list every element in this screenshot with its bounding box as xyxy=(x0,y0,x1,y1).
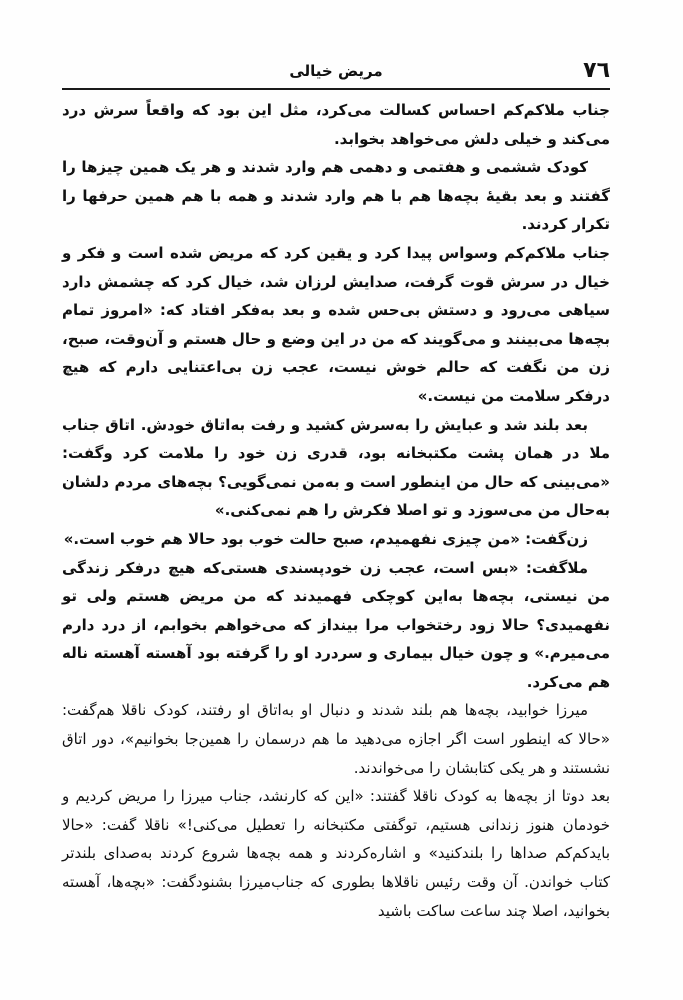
paragraph: ملاگفت: «بس است، عجب زن خودپسندی هستی‌که هیچ درفکر زندگی من نیستی، بچه‌ها به‌این کوچکی فهمیدند که من مریض هستم ولی تو نفهمیدی؟ حالا زود رختخواب مرا بینداز که می‌خواهم بخوابم، از درد دارم می‌میرم.» و چون خیال بیماری و سردرد او را گرفته بود آهسته آهسته ناله هم می‌کرد. xyxy=(62,558,610,691)
paragraph: کودک ششمی و هفتمی و دهمی هم وارد شدند و هر یک همین چیزها را گفتند و بعد بقیهٔ بچه‌ها هم با هم وارد شدند و همه با هم همین حرفها را تکرار کردند. xyxy=(62,158,610,234)
paragraph: زن‌گفت: «من چیزی نفهمیدم، صبح حالت خوب بود حالا هم خوب است.» xyxy=(63,529,588,548)
paragraph: بعد دوتا از بچه‌ها به کودک ناقلا گفتند: «این که کارنشد، جناب میرزا را مریض کردیم و خودمان هنوز زندانی هستیم، توگفتی مکتبخانه را تعطیل می‌کنی!» ناقلا گفت: «حالا بایدکم‌کم صداها را بلندکنید» و اشاره‌کردند و همه بچه‌ها شروع کردند به‌صدای بلندتر کتاب خواندن. آن وقت رئیس ناقلاها بطوری که جناب‌میرزا بشنودگفت: «بچه‌ها، آهسته بخوانید، اصلا چند ساعت ساکت باشید xyxy=(62,787,610,920)
paragraph: میرزا خوابید، بچه‌ها هم بلند شدند و دنبال او به‌اتاق او رفتند، کودک ناقلا هم‌گفت: «حالا که اینطور است اگر اجازه می‌دهید ما هم درسمان را همین‌جا بخوانیم»، دور اتاق نشستند و هر یکی کتابشان را می‌خواندند. xyxy=(62,701,610,777)
paragraph: جناب ملاکم‌کم وسواس پیدا کرد و یقین کرد که مریض شده است و فکر و خیال در سرش قوت گرفت، صدایش لرزان شد، خیال کرد که چشمش دارد سیاهی می‌رود و دستش بی‌حس شده و بعد به‌فکر افتاد که: «امروز تمام بچه‌ها می‌بینند و می‌گویند که من در این وضع و حال هستم و آن‌وقت، صبح، زن من نگفت که حالم خوش نیست، عجب زن بی‌اعتنایی دارم که هیچ درفکر سلامت من نیست.» xyxy=(62,243,610,405)
page-number: ٧٦ xyxy=(583,58,610,83)
paragraph: بعد بلند شد و عبایش را به‌سرش کشید و رفت به‌اتاق خودش. اتاق جناب ملا در همان پشت مکتبخانه بود، قدری زن خود را ملامت کرد وگفت: «می‌بینی که حال من اینطور است و به‌من نمی‌گویی؟ بچه‌های مردم دلشان به‌حال من می‌سوزد و تو اصلا فکرش را هم نمی‌کنی.» xyxy=(62,415,610,520)
paragraph: جناب ملاکم‌کم احساس کسالت می‌کرد، مثل این بود که واقعاً سرش درد می‌کند و خیلی دلش می‌خواهد بخوابد. xyxy=(62,101,610,148)
page-body xyxy=(62,96,610,976)
header-rule xyxy=(62,88,610,90)
page-header xyxy=(62,52,610,90)
running-title: مریض خیالی xyxy=(289,62,383,80)
